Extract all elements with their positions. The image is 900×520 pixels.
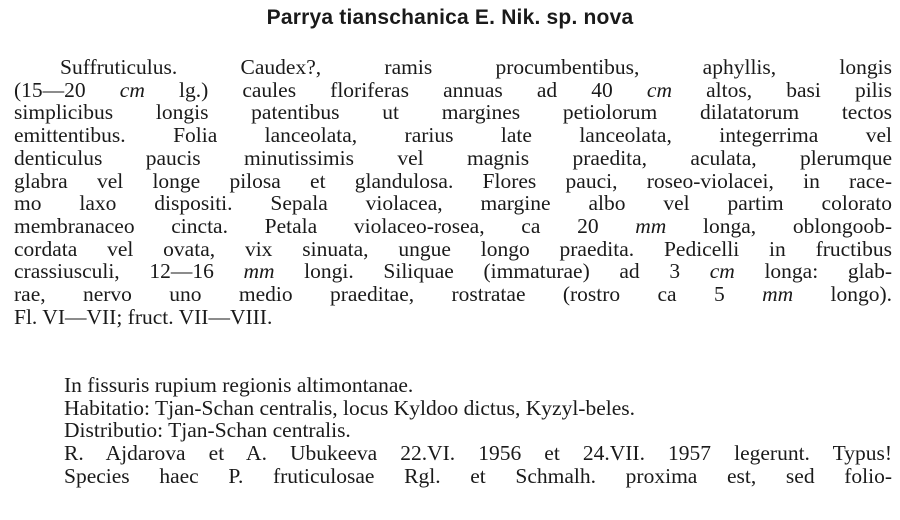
species-title: Parrya tianschanica E. Nik. sp. nova [266,6,634,29]
description-line: glabra vel longe pilosa et glandulosa. Flores pauci, roseo-violacei, in race- [14,168,892,193]
description-line: Suffruticulus. Caudex?, ramis procumbentibus, aphyllis, longis [60,55,892,79]
description-line: crassiusculi, 12—16 mm longi. Siliquae (immaturae) ad 3 cm longa: glab- [14,259,892,284]
description-line: simplicibus longis patentibus ut margines petiolorum dilatatorum tectos [14,100,892,125]
description-line: rae, nervo uno medio praeditae, rostratae (rostro ca 5 mm longo). [14,282,892,307]
habitatio-note: Habitatio: Tjan-Schan centralis, locus Kyldoo dictus, Kyzyl-beles. [64,395,636,420]
description-line: Fl. VI—VII; fruct. VII—VIII. [14,304,273,329]
description-line: denticulus paucis minutissimis vel magnis praedita, aculata, plerumque [14,145,892,170]
description-line: (15—20 cm lg.) caules floriferas annuas ad 40 cm altos, basi pilis [14,77,892,102]
species-description [14,56,892,328]
habitat-note: In fissuris rupium regionis altimontanae. [64,373,414,397]
comparison-note: Species haec P. fruticulosae Rgl. et Schmalh. proxima est, sed folio- [64,463,892,488]
distributio-note: Distributio: Tjan-Schan centralis. [64,418,351,443]
description-line: cordata vel ovata, vix sinuata, ungue longo praedita. Pedicelli in fructibus [14,236,892,261]
description-line: membranaceo cincta. Petala violaceo-rosea, ca 20 mm longa, oblongoob- [14,213,893,238]
collectors-note: R. Ajdarova et A. Ubukeeva 22.VI. 1956 et 24.VII. 1957 legerunt. Typus! [64,441,892,466]
description-line: emittentibus. Folia lanceolata, rarius late lanceolata, integerrima vel [14,123,892,148]
description-line: mo laxo dispositi. Sepala violacea, margine albo vel partim colorato [14,191,892,216]
species-notes [64,374,892,488]
